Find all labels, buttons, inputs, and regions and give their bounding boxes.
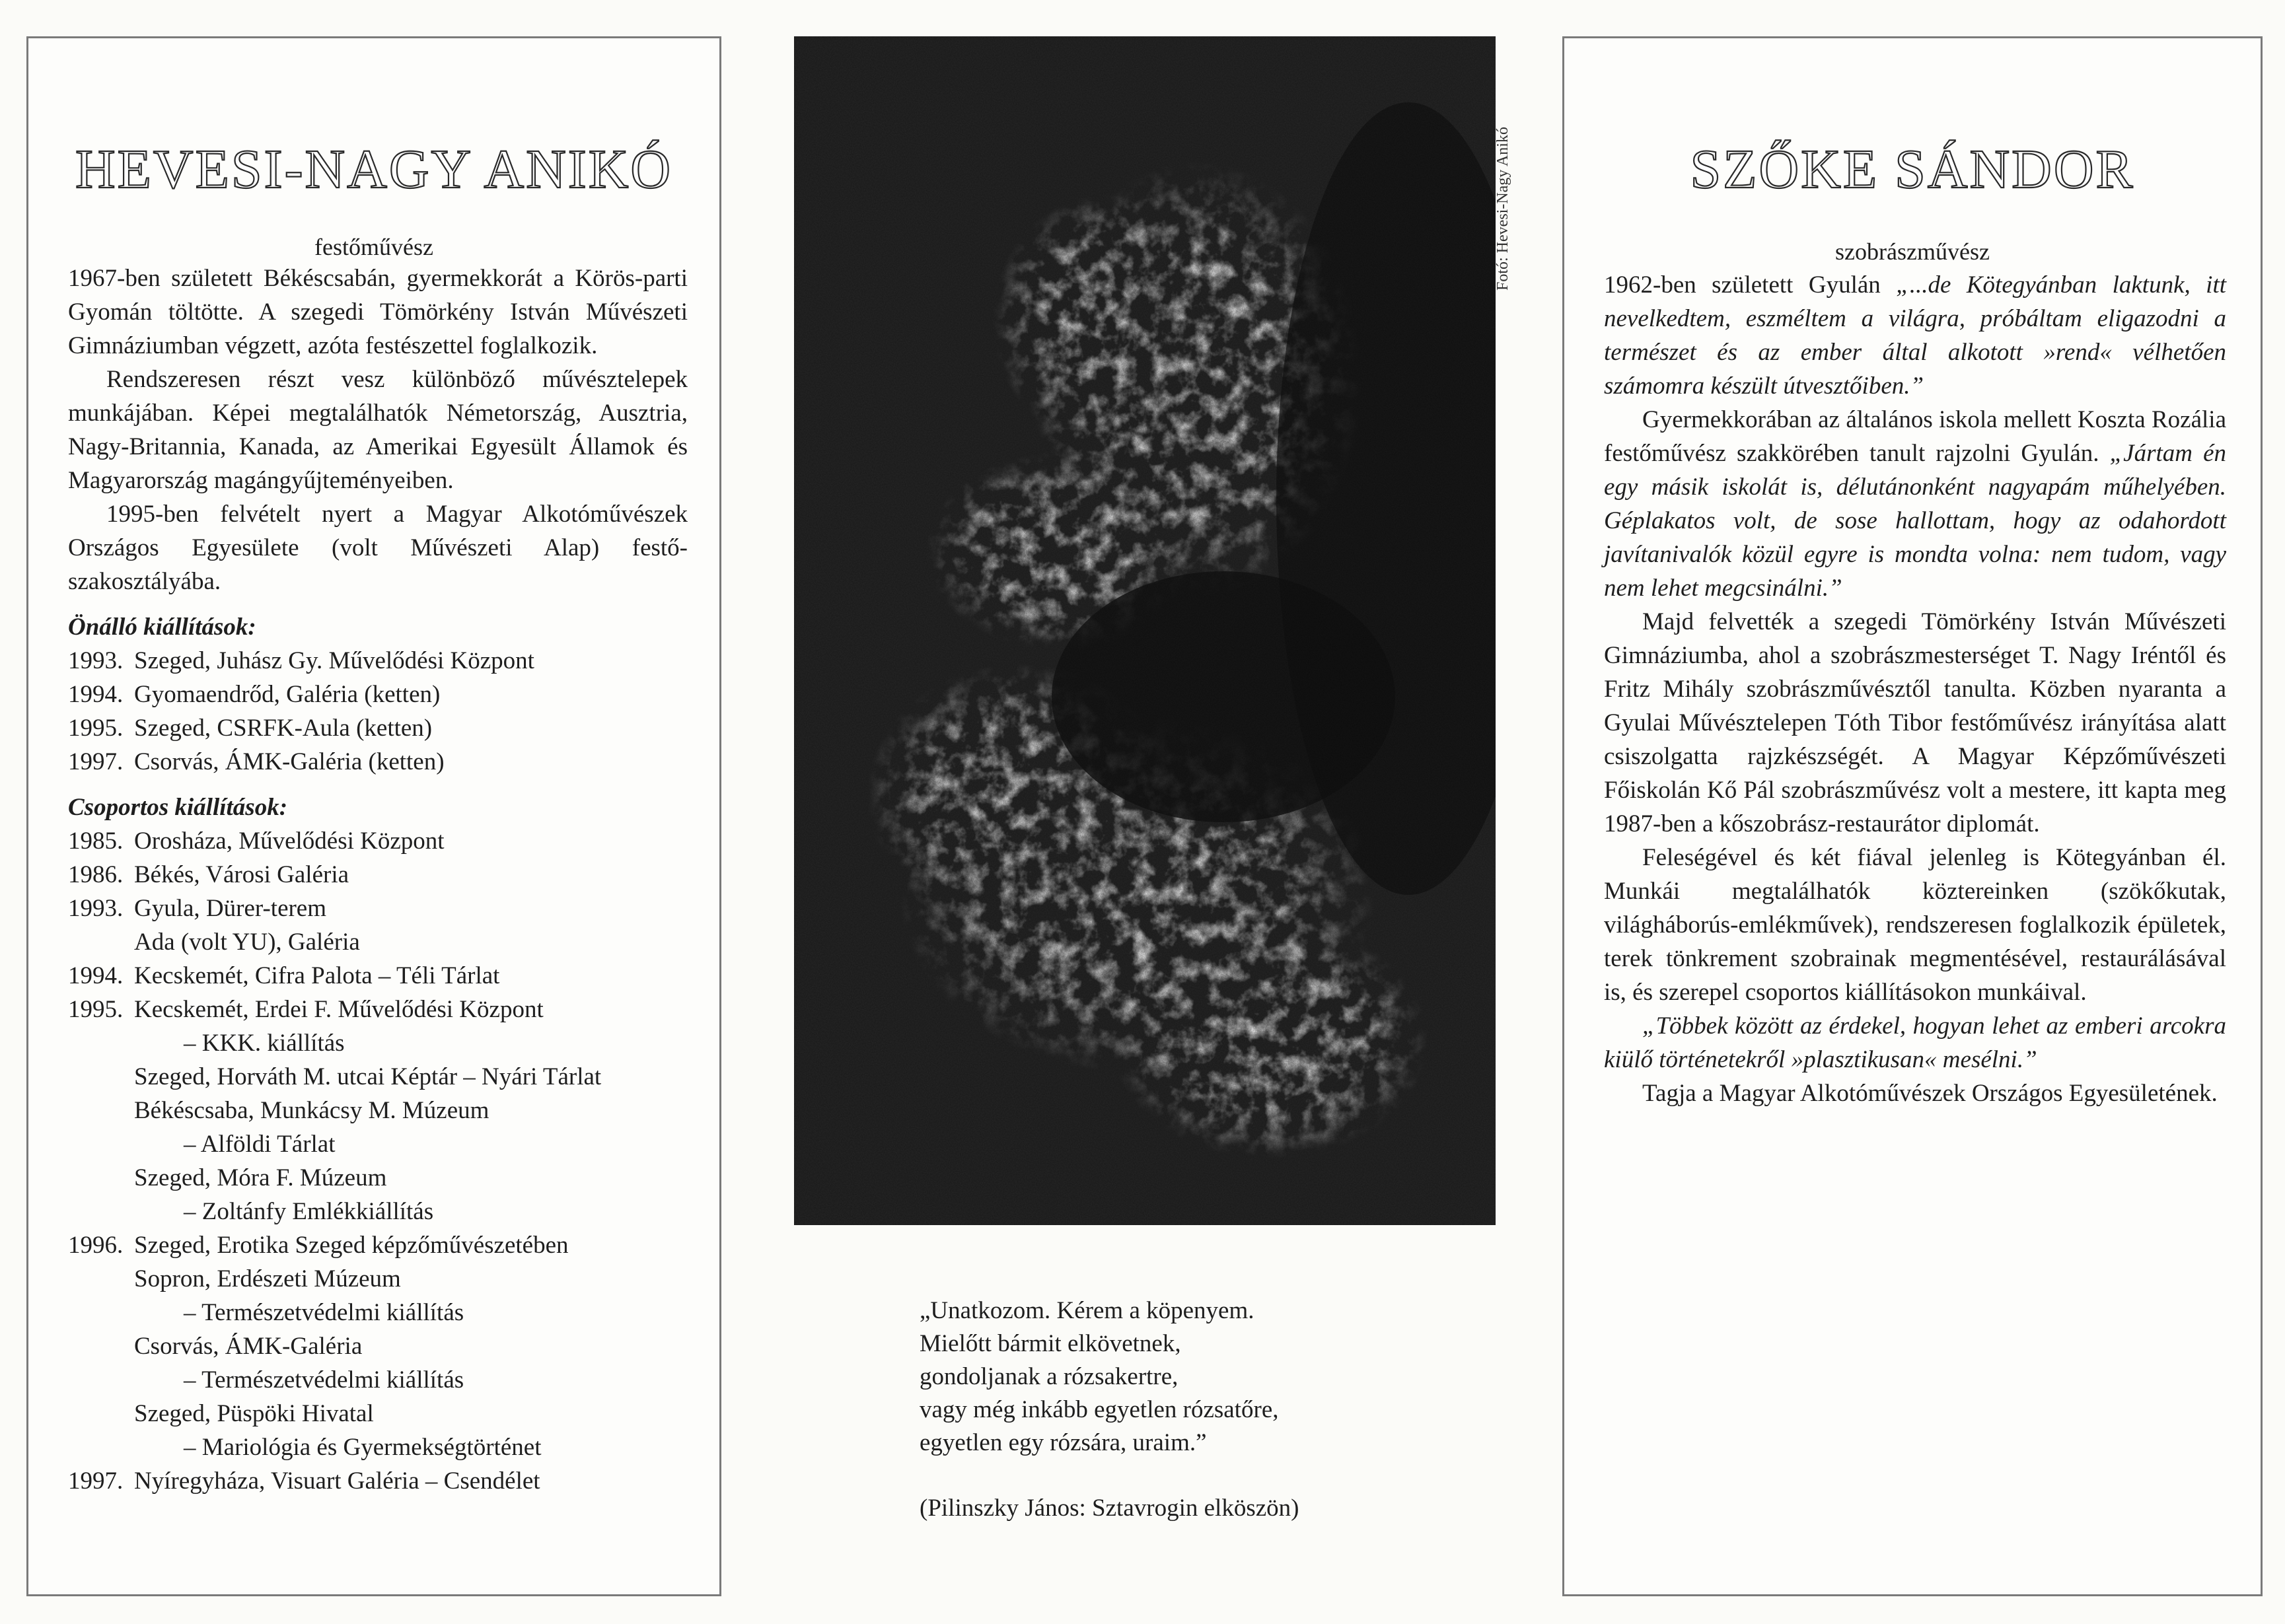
solo-exhibitions-list bbox=[68, 644, 688, 779]
artist-bio-left bbox=[68, 262, 688, 1498]
exhibition-text: Békés, Városi Galéria bbox=[134, 861, 349, 888]
exhibition-year: 1995. bbox=[68, 996, 124, 1023]
exhibition-text: Gyula, Dürer-terem bbox=[134, 895, 327, 922]
photo-credit: Fotó: Hevesi-Nagy Anikó bbox=[1494, 127, 1511, 291]
exhibition-item bbox=[68, 1094, 688, 1127]
exhibition-text: Szeged, Juhász Gy. Művelődési Központ bbox=[134, 647, 534, 674]
exhibition-year: 1997. bbox=[68, 748, 124, 775]
artist-panel-right bbox=[1562, 36, 2263, 1596]
bio-quote: „Jártam én egy másik iskolát is, délutánonként nagyapám műhelyében. Géplakatos volt, de sose hallottam, hogy az odahordott javítanivalók közül egyre is mondta volna: nem tudom, vagy nem lehet megcsinálni.” bbox=[1604, 440, 2226, 602]
artist-panel-left bbox=[26, 36, 721, 1596]
exhibition-item bbox=[68, 1161, 688, 1195]
bio-quote: „Többek között az érdekel, hogyan lehet az emberi arcokra kiülő történetekről »plasztikusan« mesélni.” bbox=[1604, 1012, 2226, 1073]
exhibition-text: Szeged, Móra F. Múzeum bbox=[134, 1164, 387, 1191]
bio-quote: „...de Kötegyánban laktunk, itt nevelkedtem, eszméltem a világra, próbáltam eligazodni a természet és az ember által alkotott »rend« vélhetően számomra készült útvesztőiben.” bbox=[1604, 271, 2227, 400]
exhibition-text: – Zoltánfy Emlékkiállítás bbox=[184, 1198, 434, 1225]
quote-line: egyetlen egy rózsára, uraim.” bbox=[920, 1429, 1207, 1456]
exhibition-item bbox=[68, 1397, 688, 1430]
artist-name-left: HEVESI-NAGY ANIKÓ bbox=[75, 139, 673, 200]
exhibition-year: 1993. bbox=[68, 647, 124, 674]
exhibition-item bbox=[68, 678, 688, 711]
exhibition-text: Szeged, Erotika Szeged képzőművészetében bbox=[134, 1232, 569, 1259]
quote-source: (Pilinszky János: Sztavrogin elköszön) bbox=[920, 1495, 1299, 1522]
exhibition-item bbox=[68, 1228, 688, 1262]
exhibition-item bbox=[68, 1262, 688, 1296]
exhibition-item bbox=[68, 1127, 688, 1161]
bio-paragraph bbox=[1604, 403, 2226, 605]
exhibition-item bbox=[68, 1060, 688, 1094]
exhibition-year: 1997. bbox=[68, 1467, 124, 1495]
exhibition-text: – Természetvédelmi kiállítás bbox=[184, 1366, 464, 1394]
exhibition-text: Kecskemét, Cifra Palota – Téli Tárlat bbox=[134, 962, 500, 989]
artist-bio-right bbox=[1604, 268, 2226, 1110]
exhibition-item bbox=[68, 824, 688, 858]
exhibition-year: 1995. bbox=[68, 715, 124, 742]
exhibition-item bbox=[68, 892, 688, 925]
portrait-photo bbox=[794, 36, 1496, 1225]
poem-quote bbox=[920, 1294, 1514, 1460]
bio-paragraph: 1967-ben született Békéscsabán, gyermekkorát a Körös-parti Gyomán töltötte. A szegedi Tömörkény István Művészeti Gimnáziumban végzett, azóta festészettel foglalkozik. bbox=[68, 265, 688, 359]
exhibition-item bbox=[68, 993, 688, 1026]
artist-name-right: SZŐKE SÁNDOR bbox=[1690, 139, 2135, 200]
exhibition-text: – KKK. kiállítás bbox=[184, 1030, 345, 1057]
exhibition-item bbox=[68, 745, 688, 779]
exhibition-item bbox=[68, 1195, 688, 1228]
group-exhibitions-list bbox=[68, 824, 688, 1498]
exhibition-item bbox=[68, 644, 688, 678]
exhibition-text: – Mariológia és Gyermekségtörténet bbox=[184, 1434, 542, 1461]
exhibition-text: Gyomaendrőd, Galéria (ketten) bbox=[134, 681, 441, 708]
exhibition-year: 1986. bbox=[68, 861, 124, 888]
exhibition-text: Szeged, Horváth M. utcai Képtár – Nyári Tárlat bbox=[134, 1063, 602, 1090]
bio-paragraph: Majd felvették a szegedi Tömörkény István Művészeti Gimnáziumba, ahol a szobrászmesterséget T. Nagy Iréntől és Fritz Mihály szobrászművésztől tanulta. Közben nyaranta a Gyulai Művésztelepen Tóth Tibor festőművész irányítása alatt csiszolgatta rajzkészségét. A Magyar Képzőművészeti Főiskolán Kő Pál szobrászművész volt a mestere, itt kapta meg 1987-ben a kőszobrász-restaurátor diplomát. bbox=[1604, 608, 2226, 837]
bio-text: 1962-ben született Gyulán bbox=[1604, 271, 1897, 299]
exhibition-text: Kecskemét, Erdei F. Művelődési Központ bbox=[134, 996, 544, 1023]
solo-exhibitions-heading: Önálló kiállítások: bbox=[68, 614, 256, 641]
exhibition-item bbox=[68, 1430, 688, 1464]
bio-paragraph: Tagja a Magyar Alkotóművészek Országos Egyesületének. bbox=[1642, 1080, 2218, 1107]
quote-line: „Unatkozom. Kérem a köpenyem. bbox=[920, 1297, 1254, 1324]
exhibition-year: 1994. bbox=[68, 681, 124, 708]
bio-text: Gyermekkorában az általános iskola mellett Koszta Rozália festőművész szakkörében tanult rajzolni Gyulán. bbox=[1604, 406, 2226, 467]
group-exhibitions-heading: Csoportos kiállítások: bbox=[68, 794, 288, 821]
exhibition-text: Csorvás, ÁMK-Galéria bbox=[134, 1333, 363, 1360]
bio-paragraph bbox=[1604, 268, 2226, 403]
artist-role-left: festőművész bbox=[314, 234, 433, 260]
exhibition-text: Nyíregyháza, Visuart Galéria – Csendélet bbox=[134, 1467, 540, 1495]
bio-paragraph: 1995-ben felvételt nyert a Magyar Alkotóművészek Országos Egyesülete (volt Művészeti Alap) festő-szakosztályába. bbox=[68, 501, 688, 595]
exhibition-year: 1993. bbox=[68, 895, 124, 922]
exhibition-text: Sopron, Erdészeti Múzeum bbox=[134, 1265, 401, 1292]
exhibition-item bbox=[68, 1363, 688, 1397]
bio-paragraph: Feleségével és két fiával jelenleg is Kötegyánban él. Munkái megtalálhatók köztereinken (szökőkutak, világháborús-emlékművek), rendszeresen foglalkozik épületek, terek tönkrement szobrainak megmentésével, restaurálásával is, és szerepel csoportos kiállításokon munkáival. bbox=[1604, 844, 2226, 1006]
exhibition-text: Szeged, CSRFK-Aula (ketten) bbox=[134, 715, 433, 742]
exhibition-item bbox=[68, 711, 688, 745]
exhibition-item bbox=[68, 1296, 688, 1329]
exhibition-item bbox=[68, 959, 688, 993]
exhibition-item bbox=[68, 1464, 688, 1498]
artist-role-right: szobrászművész bbox=[1835, 238, 1990, 265]
exhibition-year: 1996. bbox=[68, 1232, 124, 1259]
exhibition-item bbox=[68, 1329, 688, 1363]
bio-paragraph: Rendszeresen részt vesz különböző művésztelepek munkájában. Képei megtalálhatók Németország, Ausztria, Nagy-Britannia, Kanada, az Amerikai Egyesült Államok és Magyarország magángyűjteményeiben. bbox=[68, 366, 688, 494]
exhibition-text: Csorvás, ÁMK-Galéria (ketten) bbox=[134, 748, 445, 775]
exhibition-item bbox=[68, 858, 688, 892]
quote-line: gondoljanak a rózsakertre, bbox=[920, 1363, 1179, 1390]
exhibition-year: 1985. bbox=[68, 828, 124, 855]
exhibition-text: Békéscsaba, Munkácsy M. Múzeum bbox=[134, 1097, 490, 1124]
exhibition-text: Szeged, Püspöki Hivatal bbox=[134, 1400, 374, 1427]
quote-line: vagy még inkább egyetlen rózsatőre, bbox=[920, 1396, 1279, 1423]
exhibition-text: – Alföldi Tárlat bbox=[184, 1131, 336, 1158]
exhibition-item bbox=[68, 1026, 688, 1060]
exhibition-text: Ada (volt YU), Galéria bbox=[134, 929, 360, 956]
exhibition-text: – Természetvédelmi kiállítás bbox=[184, 1299, 464, 1326]
quote-line: Mielőtt bármit elkövetnek, bbox=[920, 1330, 1181, 1357]
exhibition-item bbox=[68, 925, 688, 959]
exhibition-year: 1994. bbox=[68, 962, 124, 989]
exhibition-text: Orosháza, Művelődési Központ bbox=[134, 828, 445, 855]
